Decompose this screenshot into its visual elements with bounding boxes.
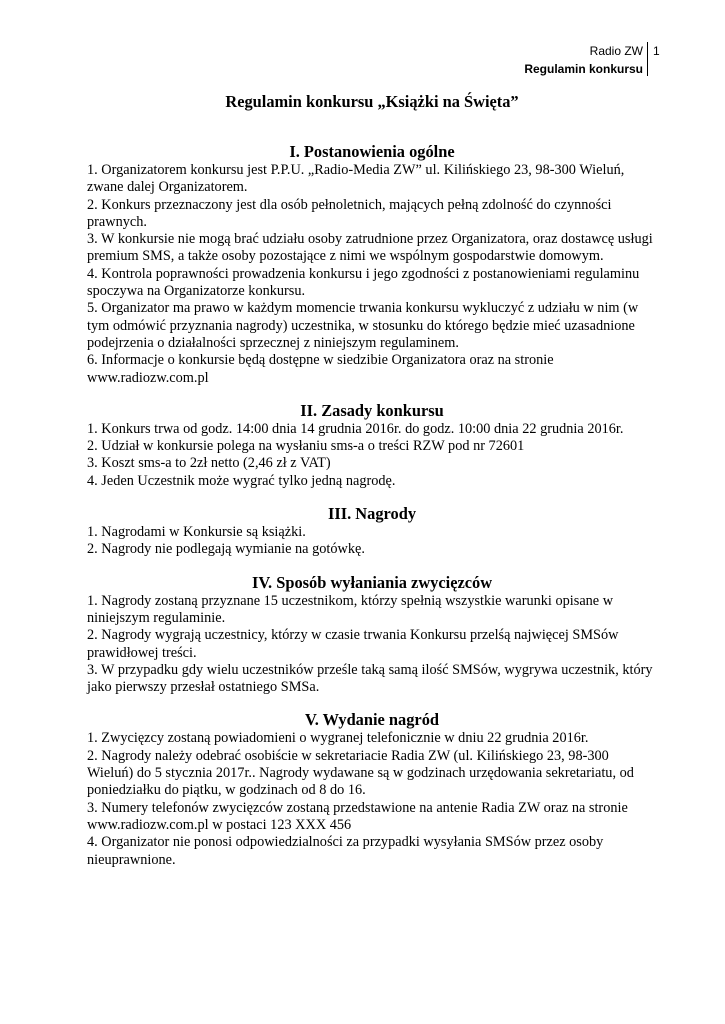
- section-item: 1. Zwycięzcy zostaną powiadomieni o wygranej telefonicznie w dniu 22 grudnia 2016r.: [87, 730, 589, 747]
- section-item: 4. Jeden Uczestnik może wygrać tylko jedną nagrodę.: [87, 472, 396, 489]
- section-item: 3. W przypadku gdy wielu uczestników prześle taką samą ilość SMSów, wygrywa uczestnik, który jako pierwszy przesłał ostatniego SMSa.: [87, 661, 653, 696]
- section-item: 3. W konkursie nie mogą brać udziału osoby zatrudnione przez Organizatora, oraz dostawcę usługi premium SMS, a także osoby pozostające z nimi we wspólnym gospodarstwie domowym.: [87, 231, 653, 265]
- section-item: 1. Organizatorem konkursu jest P.P.U. „Radio-Media ZW” ul. Kilińskiego 23, 98-300 Wieluń, zwane dalej Organizatorem.: [87, 162, 625, 196]
- section-item: 2. Udział w konkursie polega na wysłaniu sms-a o treści RZW pod nr 72601: [87, 438, 525, 455]
- section-item: 4. Kontrola poprawności prowadzenia konkursu i jego zgodności z postanowieniami regulaminu spoczywa na Organizatorze konkursu.: [87, 265, 640, 300]
- section-heading: III. Nagrody: [327, 504, 417, 524]
- section-heading: V. Wydanie nagród: [304, 710, 440, 730]
- page-number: [647, 42, 660, 76]
- section-nagrody: [87, 504, 657, 559]
- section-item: 6. Informacje o konkursie będą dostępne w siedzibie Organizatora oraz na stronie www.radiozw.com.pl: [87, 352, 554, 386]
- running-header: [524, 42, 643, 78]
- page-number-text: 1: [653, 44, 660, 58]
- header-subtitle: Regulamin konkursu: [524, 62, 643, 76]
- section-item: 2. Nagrody wygrają uczestnicy, którzy w czasie trwania Konkursu przelśą najwięcej SMSów prawidłowej treści.: [87, 627, 619, 661]
- section-item: 2. Nagrody należy odebrać osobiście w sekretariacie Radia ZW (ul. Kilińskiego 23, 98-300 Wieluń) do 5 stycznia 2017r.. Nagrody wydawane są w godzinach urzędowania sekretariatu, od poniedziałku do piątku, w godzinach od 8 do 16.: [87, 747, 634, 799]
- section-item: 4. Organizator nie ponosi odpowiedzialności za przypadki wysyłania SMSów przez osoby nieuprawnione.: [87, 834, 604, 868]
- section-item: 2. Nagrody nie podlegają wymianie na gotówkę.: [87, 541, 365, 558]
- section-zasady: [87, 401, 657, 490]
- section-item: 1. Konkurs trwa od godz. 14:00 dnia 14 grudnia 2016r. do godz. 10:00 dnia 22 grudnia 2016r.: [87, 420, 624, 437]
- section-item: 3. Numery telefonów zwycięzców zostaną przedstawione na antenie Radia ZW oraz na stronie www.radiozw.com.pl w postaci 123 XXX 456: [87, 799, 628, 833]
- section-heading: IV. Sposób wyłaniania zwycięzców: [251, 572, 493, 592]
- section-item: 3. Koszt sms-a to 2zł netto (2,46 zł z VAT): [87, 455, 331, 472]
- section-postanowienia: [87, 142, 657, 387]
- header-title: Radio ZW: [589, 44, 643, 58]
- section-item: 2. Konkurs przeznaczony jest dla osób pełnoletnich, mających pełną zdolność do czynności prawnych.: [87, 196, 612, 230]
- section-wydanie: [87, 710, 657, 868]
- section-heading: II. Zasady konkursu: [300, 400, 444, 420]
- document-title: Regulamin konkursu „Książki na Święta”: [225, 92, 519, 111]
- section-item: 1. Nagrody zostaną przyznane 15 uczestnikom, którzy spełnią wszystkie warunki opisane w niniejszym regulaminie.: [87, 592, 614, 626]
- section-heading: I. Postanowienia ogólne: [289, 142, 455, 161]
- document-body: [87, 92, 657, 883]
- section-item: 1. Nagrodami w Konkursie są książki.: [87, 524, 306, 541]
- section-wylanianie: [87, 573, 657, 697]
- section-item: 5. Organizator ma prawo w każdym momencie trwania konkursu wykluczyć z udziału w nim (w tym odmówić przyznania nagrody) uczestnika, w stosunku do którego będzie mieć uzasadnione podejrzenia o działalności sprzecznej z niniejszym regulaminem.: [87, 300, 639, 351]
